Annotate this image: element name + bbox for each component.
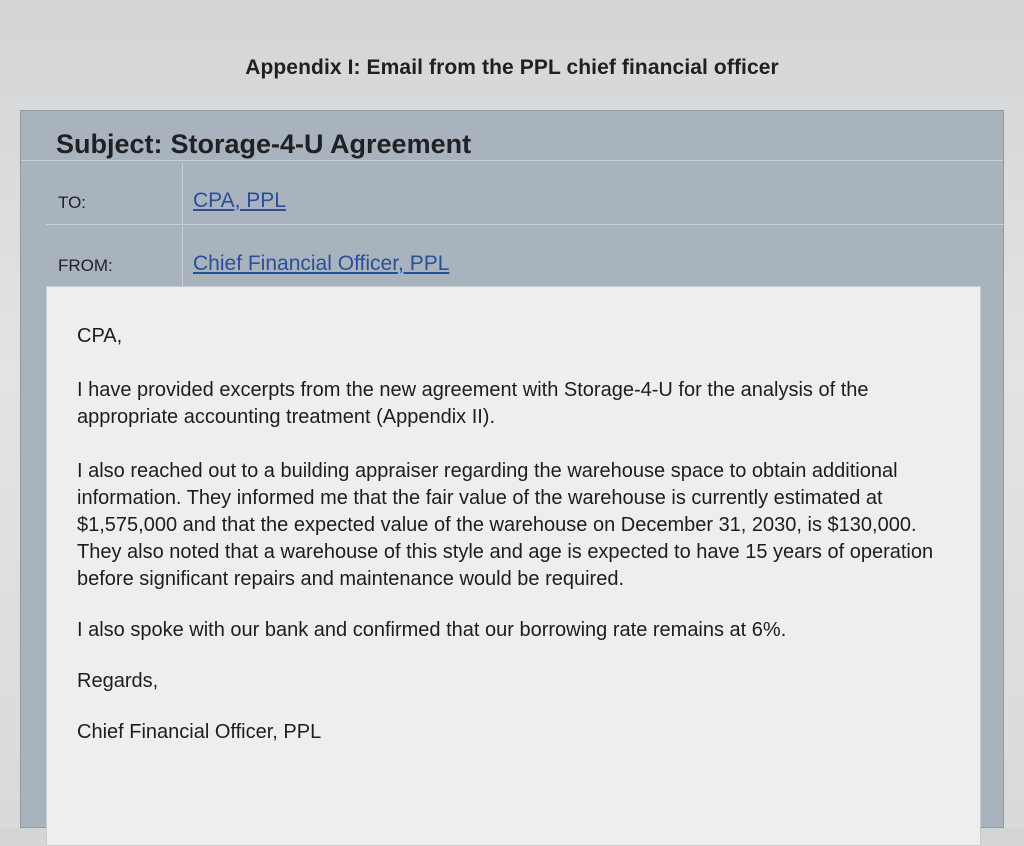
email-paragraph-1: I have provided excerpts from the new agreement with Storage-4-U for the analysis of the appropriate accounting treatment (Appendix II). [77,379,869,428]
email-greeting: CPA, [77,325,123,347]
subject-label: Subject: [56,129,163,159]
from-row [46,226,1005,288]
to-recipient-link[interactable]: CPA, PPL [193,189,286,212]
email-subject [56,129,471,160]
subject-value: Storage-4-U Agreement [170,129,472,159]
appendix-title: Appendix I: Email from the PPL chief financial officer [245,56,779,79]
email-paragraph-2: I also reached out to a building appraiser regarding the warehouse space to obtain additional information. They informed me that the fair value of the warehouse is currently estimated at $1,575,000 and that the expected value of the warehouse on December 31, 2030, is $130,000. They also noted that a warehouse of this style and age is expected to have 15 years of operation before significant repairs and maintenance would be required. [77,460,934,590]
from-sender-link[interactable]: Chief Financial Officer, PPL [193,252,450,275]
email-paragraph-3: I also spoke with our bank and confirmed that our borrowing rate remains at 6%. [77,619,787,641]
email-closing: Regards, [77,670,159,692]
subject-bar [21,111,1003,161]
email-window [20,110,1004,828]
from-separator [182,226,183,288]
from-label: FROM: [58,256,113,275]
email-body [46,286,981,846]
to-separator [182,163,183,224]
email-signature: Chief Financial Officer, PPL [77,721,322,743]
email-body-content [77,323,957,773]
to-label: TO: [58,193,87,212]
to-row [46,163,1005,225]
